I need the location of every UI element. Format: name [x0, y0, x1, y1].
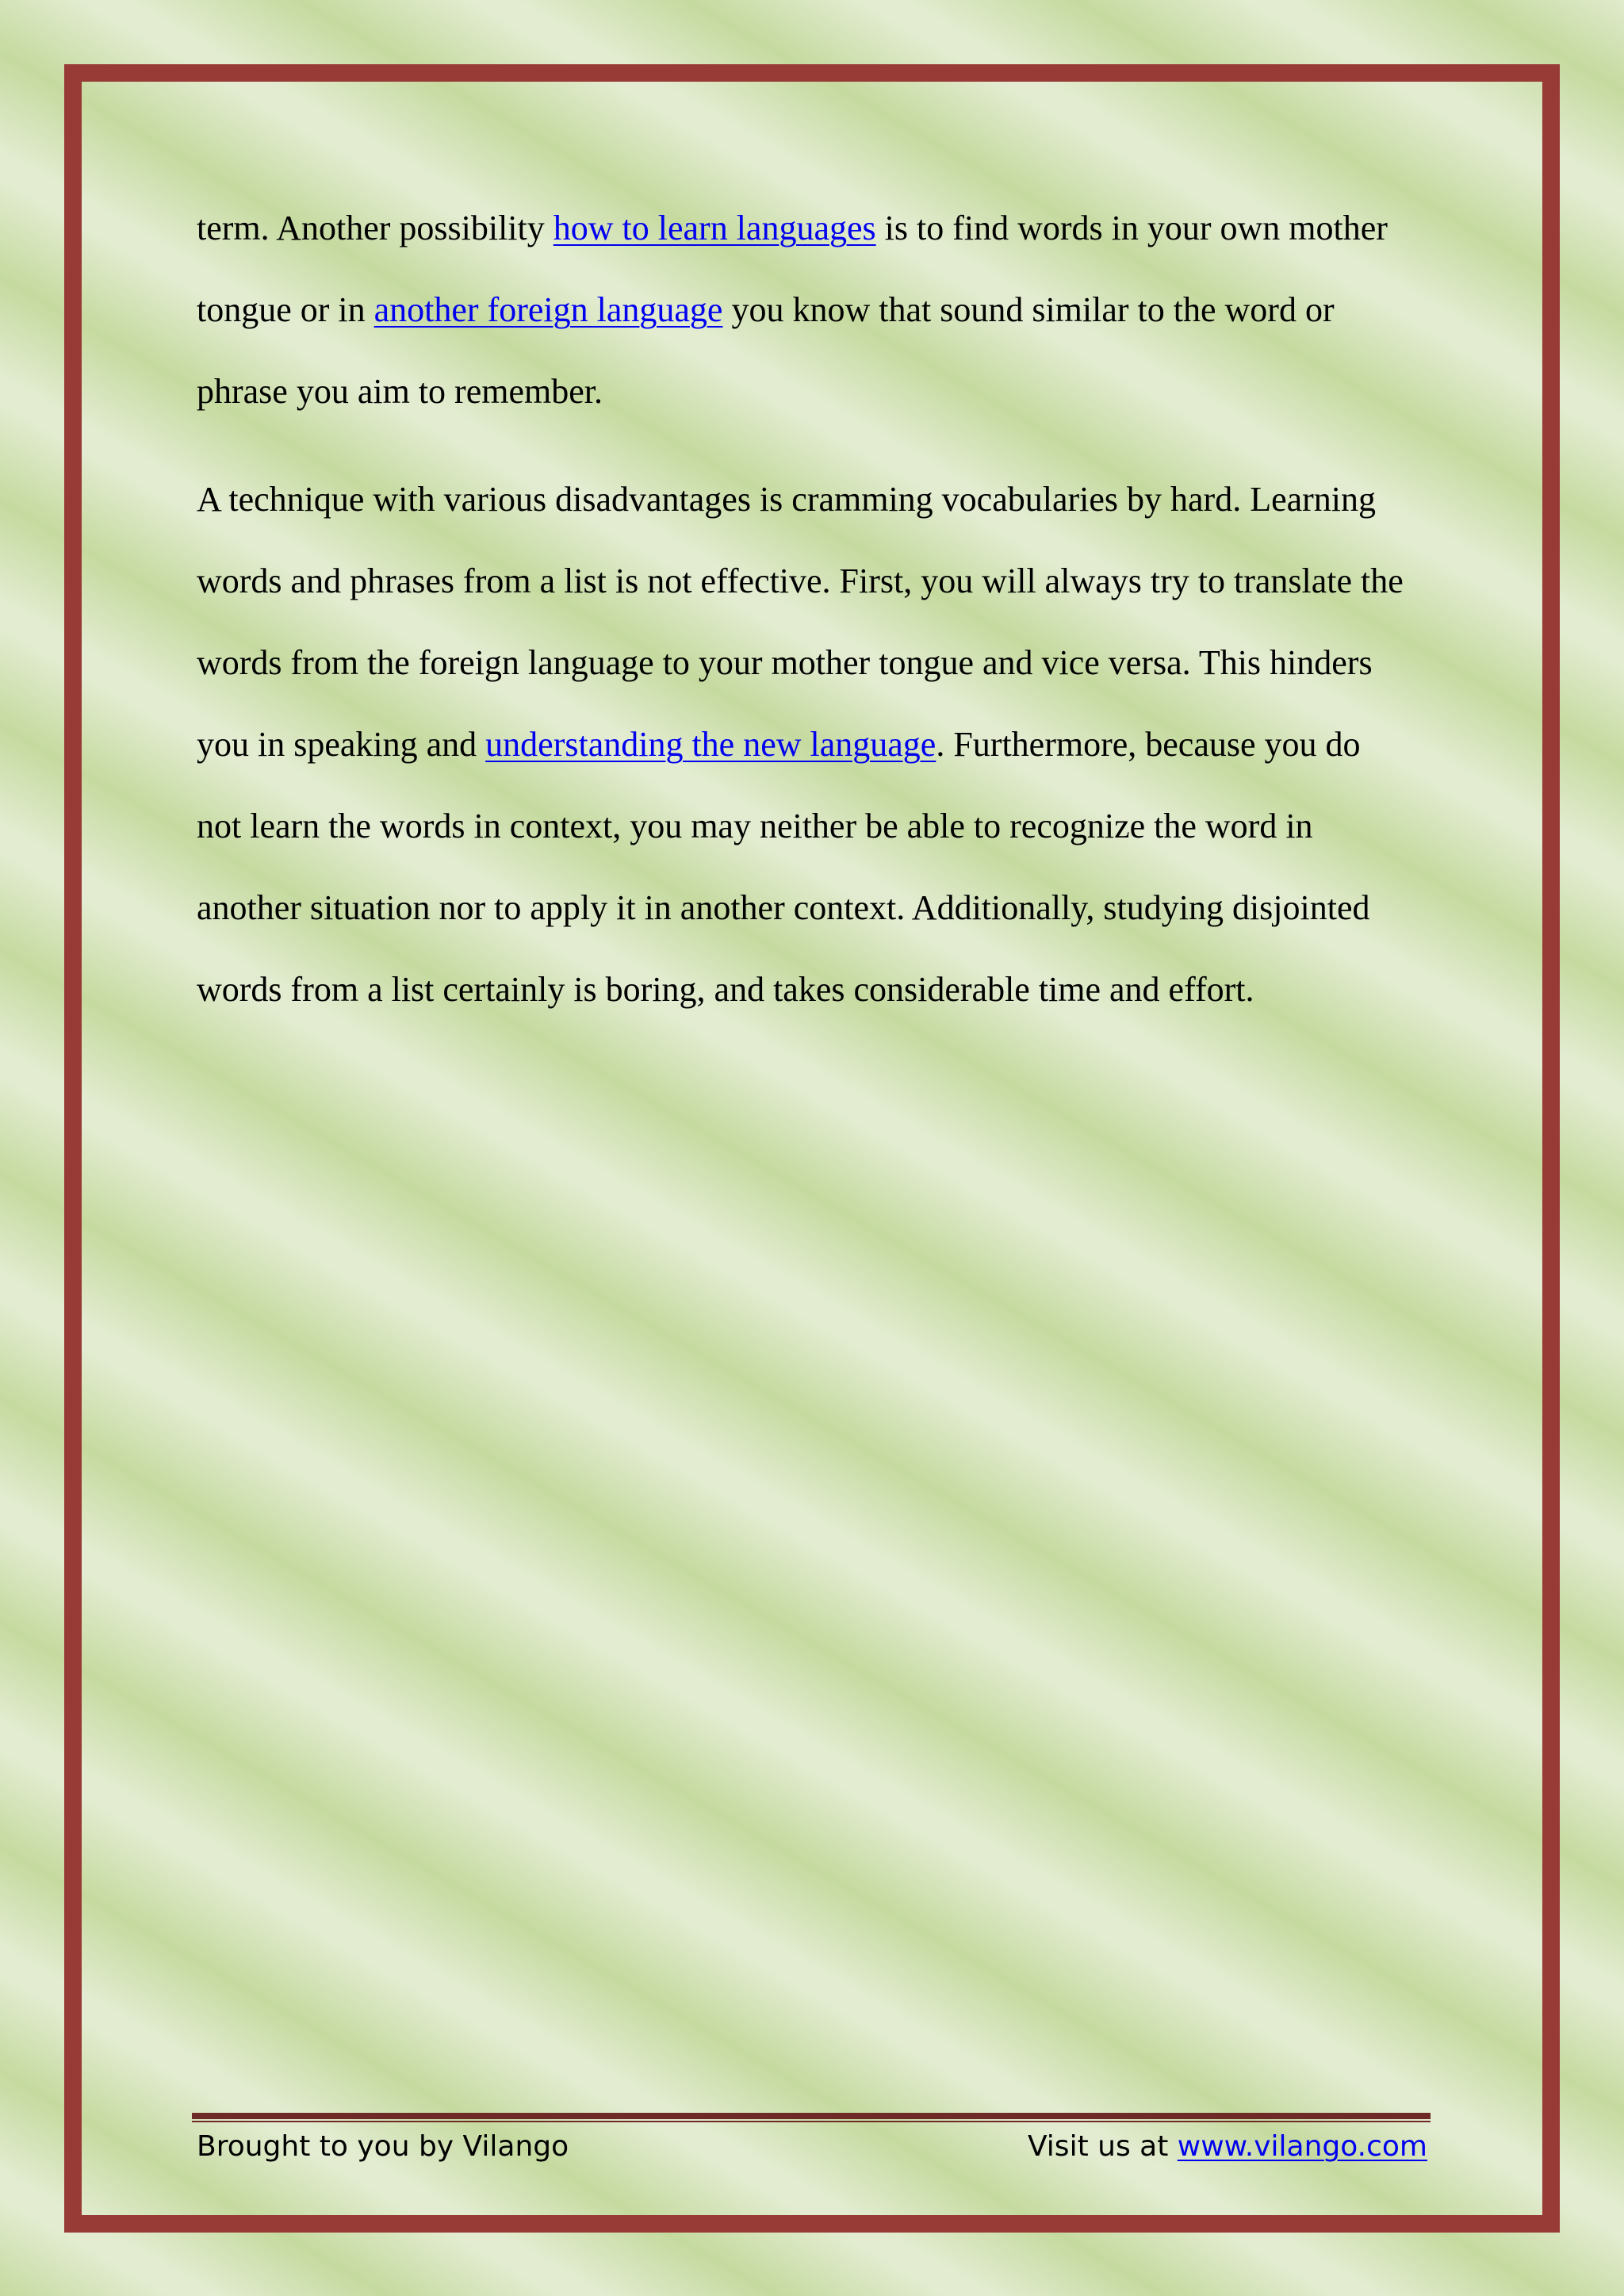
text-segment: is to find words in your own mother [875, 209, 1388, 247]
document-body [197, 187, 1434, 1030]
text-line: words from a list certainly is boring, and takes considerable time and effort. [197, 970, 1254, 1009]
footer-divider-thin [192, 2121, 1431, 2122]
text-segment: tongue or in [197, 290, 374, 329]
text-segment: term. Another possibility [197, 209, 553, 247]
footer-visit-label: Visit us at [1027, 2130, 1178, 2163]
footer-divider [192, 2113, 1431, 2123]
page-footer [197, 2127, 1427, 2167]
text-line [197, 187, 1434, 269]
footer-visit [1028, 2127, 1427, 2167]
footer-divider-thick [192, 2113, 1431, 2119]
footer-website-link[interactable]: www.vilango.com [1177, 2130, 1427, 2163]
link-another-foreign-language[interactable]: another foreign language [373, 290, 723, 329]
text-segment: you know that sound similar to the word or [722, 290, 1335, 329]
paragraph-cramming-disadvantages [197, 458, 1434, 1030]
text-line [197, 269, 1434, 351]
text-line: another situation nor to apply it in another context. Additionally, studying disjointed [197, 888, 1370, 927]
text-segment: you in speaking and [197, 725, 486, 764]
text-line [197, 703, 1434, 785]
text-line: phrase you aim to remember. [197, 372, 603, 411]
text-line: A technique with various disadvantages is cramming vocabularies by hard. Learning [197, 480, 1377, 519]
link-how-to-learn-languages[interactable]: how to learn languages [553, 209, 876, 247]
text-line: not learn the words in context, you may neither be able to recognize the word in [197, 807, 1313, 845]
link-understanding-the-new-language[interactable]: understanding the new language [485, 725, 936, 764]
text-segment: . Furthermore, because you do [936, 725, 1361, 764]
footer-credit: Brought to you by Vilango [197, 2130, 569, 2163]
text-line: words and phrases from a list is not effective. First, you will always try to translate the [197, 562, 1404, 600]
text-line: words from the foreign language to your mother tongue and vice versa. This hinders [197, 643, 1373, 682]
paragraph-mnemonic-tip [197, 187, 1434, 432]
